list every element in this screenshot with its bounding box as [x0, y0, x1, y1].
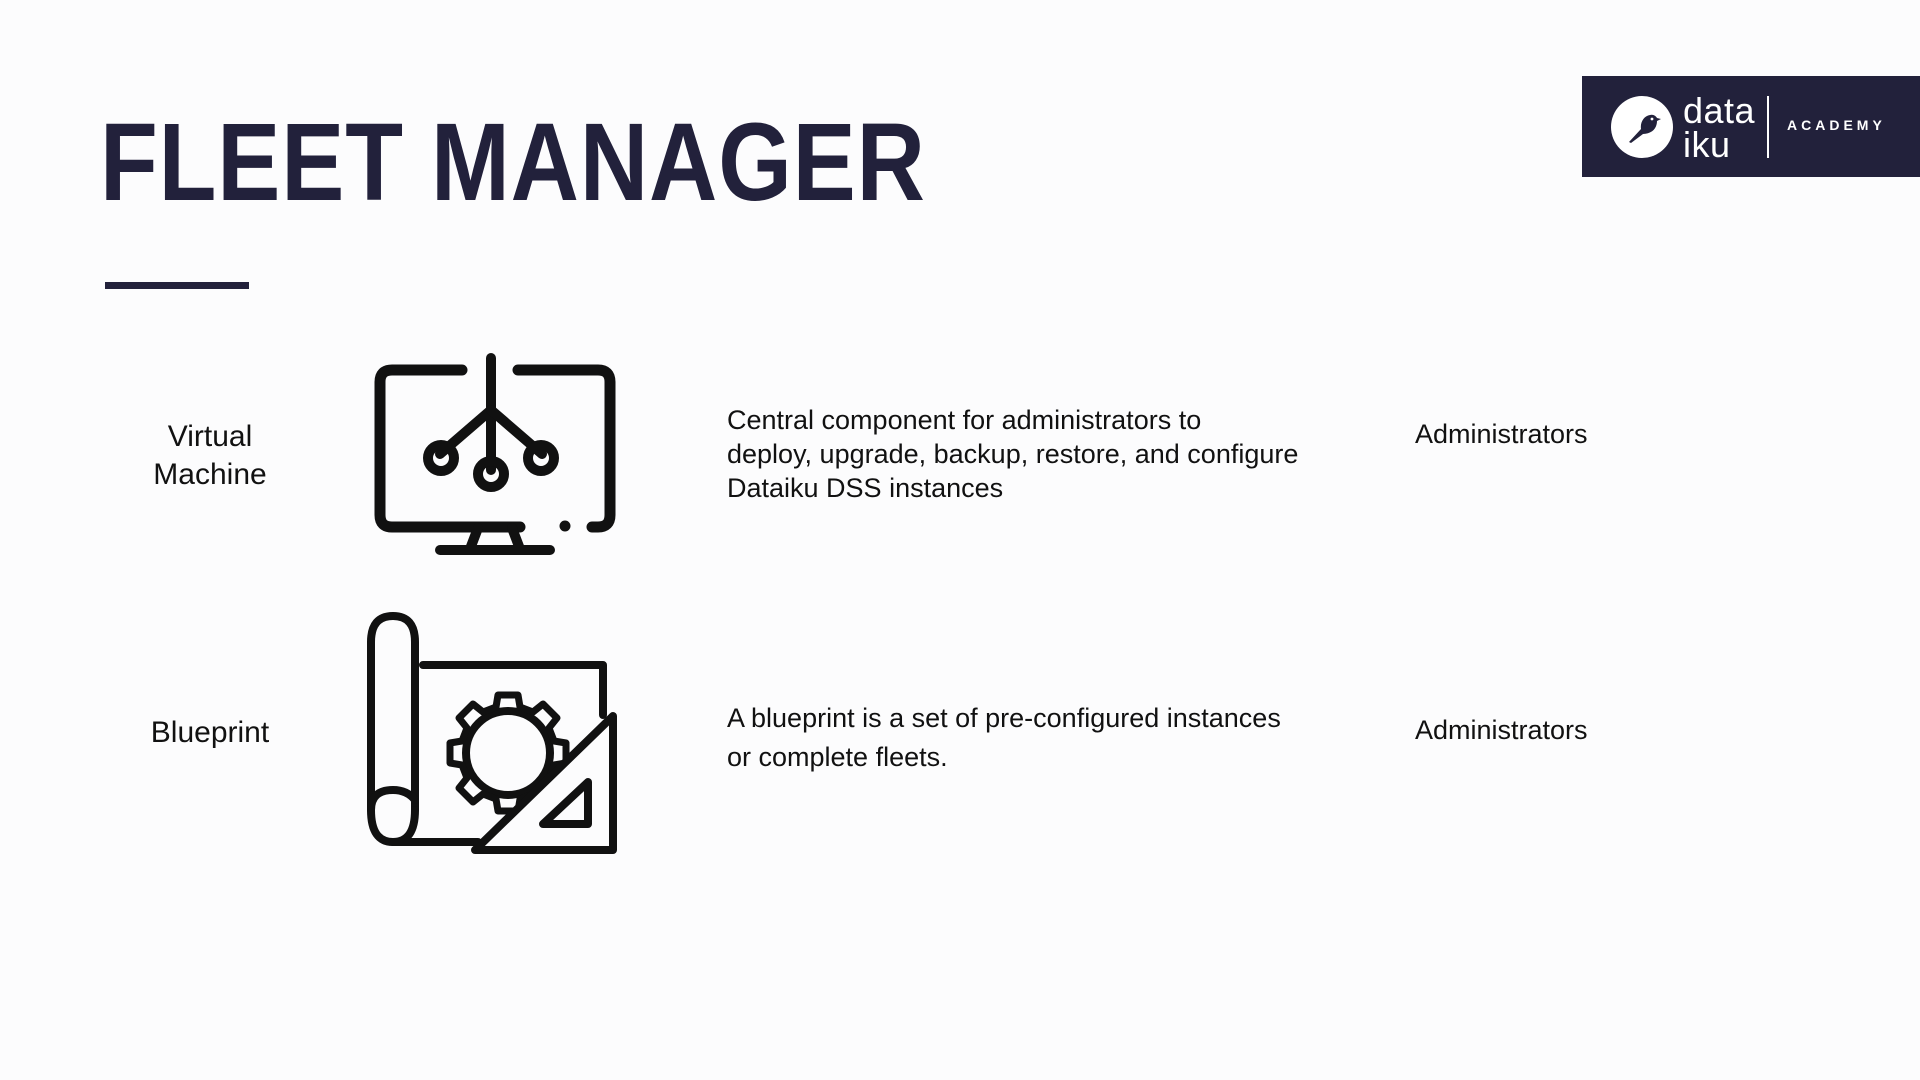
row-description-virtual-machine: Central component for administrators to deploy, upgrade, backup, restore, and configure Dataiku DSS instances: [727, 405, 1299, 503]
row-audience-virtual-machine: Administrators: [1415, 419, 1588, 449]
row-label-blueprint: Blueprint: [150, 716, 270, 749]
slide-title: FLEET MANAGER: [100, 101, 926, 224]
bird-icon: [1611, 96, 1673, 158]
dataiku-academy-logo: [1582, 76, 1920, 177]
brand-word-data: data: [1683, 90, 1756, 131]
blueprint-gear-icon: [363, 610, 628, 855]
monitor-network-icon: [370, 350, 620, 560]
title-divider: [105, 282, 249, 289]
brand-word-iku: iku: [1683, 124, 1731, 165]
row-label-virtual-machine: Virtual Machine: [153, 420, 267, 491]
brand-tagline: ACADEMY: [1787, 117, 1886, 133]
row-description-blueprint: A blueprint is a set of pre-configured instances or complete fleets.: [727, 703, 1281, 772]
brand-separator: [1767, 96, 1769, 158]
brand-circle: [1611, 96, 1673, 158]
row-audience-blueprint: Administrators: [1415, 715, 1588, 745]
